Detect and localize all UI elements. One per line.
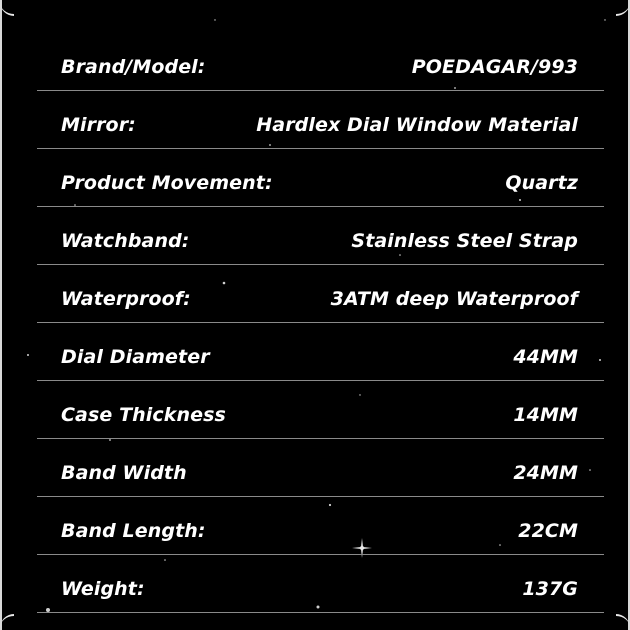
star	[27, 354, 29, 356]
spec-value: 14MM	[513, 404, 578, 426]
spec-label: Band Width	[61, 462, 187, 484]
spec-row-brand-model	[37, 33, 604, 91]
spec-row-dial-diameter	[37, 323, 604, 381]
spec-label: Waterproof:	[61, 288, 191, 310]
spec-label: Product Movement:	[61, 172, 273, 194]
spec-value: Quartz	[505, 172, 578, 194]
spec-row-band-width	[37, 439, 604, 497]
spec-row-case-thickness	[37, 381, 604, 439]
frame-left-edge	[0, 0, 8, 630]
spec-row-waterproof	[37, 265, 604, 323]
spec-value: 24MM	[513, 462, 578, 484]
spec-value: 44MM	[513, 346, 578, 368]
spec-label: Brand/Model:	[61, 56, 206, 78]
spec-value: Hardlex Dial Window Material	[256, 114, 578, 136]
spec-row-mirror	[37, 91, 604, 149]
spec-label: Mirror:	[61, 114, 136, 136]
spec-value: 3ATM deep Waterproof	[330, 288, 578, 310]
spec-value: Stainless Steel Strap	[351, 230, 578, 252]
frame-right-edge	[622, 0, 630, 630]
spec-value: 137G	[522, 578, 578, 600]
spec-label: Weight:	[61, 578, 145, 600]
spec-label: Watchband:	[61, 230, 190, 252]
spec-label: Case Thickness	[61, 404, 226, 426]
spec-label: Dial Diameter	[61, 346, 210, 368]
spec-value: POEDAGAR/993	[411, 56, 578, 78]
spec-row-weight	[37, 555, 604, 613]
spec-row-watchband	[37, 207, 604, 265]
star	[604, 19, 605, 20]
spec-row-movement	[37, 149, 604, 207]
spec-value: 22CM	[518, 520, 578, 542]
spec-table	[37, 33, 604, 613]
spec-row-band-length	[37, 497, 604, 555]
star	[214, 19, 215, 20]
spec-label: Band Length:	[61, 520, 206, 542]
